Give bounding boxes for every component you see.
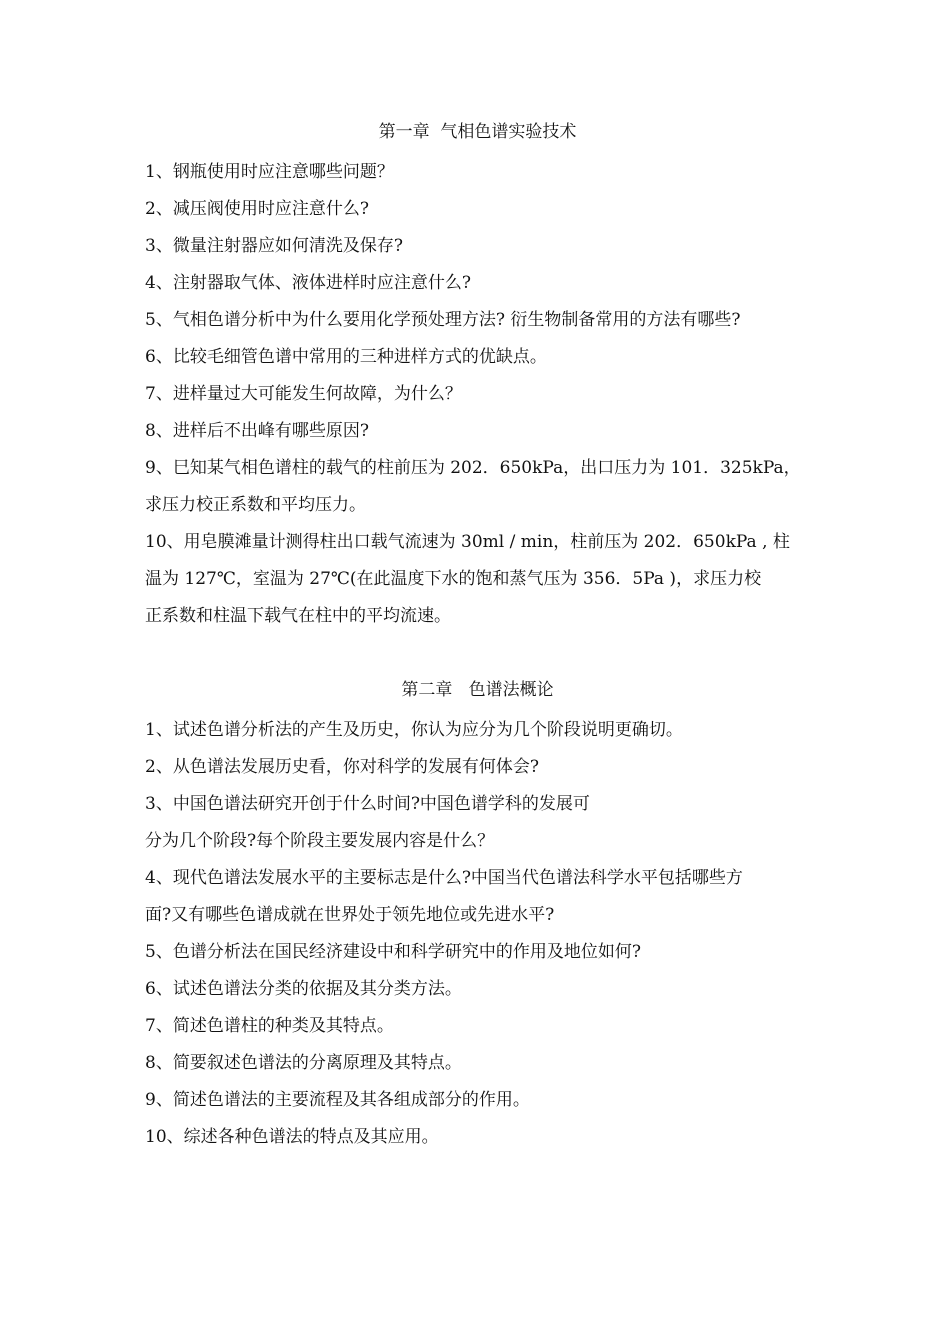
question-line: 3、中国色谱法研究开创于什么时间?中国色谱学科的发展可 (145, 794, 590, 814)
question-line: 2、减压阀使用时应注意什么? (145, 199, 369, 219)
question-line: 8、进样后不出峰有哪些原因? (145, 421, 369, 441)
question-item (145, 786, 810, 823)
question-line: 7、进样量过大可能发生何故障，为什么？ (145, 384, 462, 404)
question-line: 9、巳知某气相色谱柱的载气的柱前压为 202．650kPa，出口压力为 101．325kPa， (145, 458, 801, 478)
chapter-1-section (145, 118, 810, 635)
question-item (145, 934, 810, 971)
question-line: 1、试述色谱分析法的产生及历史，你认为应分为几个阶段说明更确切。 (145, 720, 683, 740)
question-item (145, 450, 810, 524)
question-line: 温为 127℃，室温为 27℃(在此温度下水的饱和蒸气压为 356．5Pa )，求压力校 (145, 569, 762, 589)
question-item (145, 860, 810, 934)
question-line: 2、从色谱法发展历史看，你对科学的发展有何体会? (145, 757, 539, 777)
question-line: 6、比较毛细管色谱中常用的三种进样方式的优缺点。 (145, 347, 547, 367)
question-line: 9、简述色谱法的主要流程及其各组成部分的作用。 (145, 1090, 530, 1110)
question-item (145, 1045, 810, 1082)
question-line: 8、简要叙述色谱法的分离原理及其特点。 (145, 1053, 462, 1073)
question-line: 正系数和柱温下载气在柱中的平均流速。 (145, 606, 451, 626)
question-item (145, 971, 810, 1008)
question-item (145, 191, 810, 228)
chapter-2-section (145, 676, 810, 1156)
question-line: 5、气相色谱分析中为什么要用化学预处理方法? 衍生物制备常用的方法有哪些? (145, 310, 741, 330)
question-item (145, 524, 810, 635)
question-item (145, 712, 810, 749)
question-line: 6、试述色谱法分类的依据及其分类方法。 (145, 979, 462, 999)
question-item (145, 265, 810, 302)
chapter-title: 第一章 气相色谱实验技术 (378, 122, 577, 142)
question-line: 7、简述色谱柱的种类及其特点。 (145, 1016, 394, 1036)
question-line: 10、用皂膜滩量计测得柱出口载气流速为 30ml / min，柱前压为 202．650kPa , 柱 (145, 532, 790, 552)
question-item (145, 339, 810, 376)
question-item (145, 376, 810, 413)
question-item (145, 413, 810, 450)
question-item (145, 228, 810, 265)
question-item (145, 1008, 810, 1045)
question-item (145, 154, 810, 191)
question-item (145, 1082, 810, 1119)
question-line: 4、注射器取气体、液体进样时应注意什么? (145, 273, 471, 293)
question-item (145, 749, 810, 786)
question-line: 3、微量注射器应如何清洗及保存? (145, 236, 403, 256)
question-line: 1、钢瓶使用时应注意哪些问题？ (145, 162, 394, 182)
question-line: 5、色谱分析法在国民经济建设中和科学研究中的作用及地位如何? (145, 942, 641, 962)
chapter-title: 第二章 色谱法概论 (401, 680, 554, 700)
question-item (145, 823, 810, 860)
question-item (145, 1119, 810, 1156)
question-line: 4、现代色谱法发展水平的主要标志是什么?中国当代色谱法科学水平包括哪些方 (145, 868, 743, 888)
question-line: 10、综述各种色谱法的特点及其应用。 (145, 1127, 439, 1147)
question-line: 求压力校正系数和平均压力。 (145, 495, 366, 515)
question-line: 分为几个阶段?每个阶段主要发展内容是什么？ (145, 831, 495, 851)
question-item (145, 302, 810, 339)
question-line: 面?又有哪些色谱成就在世界处于领先地位或先进水平? (145, 905, 555, 925)
